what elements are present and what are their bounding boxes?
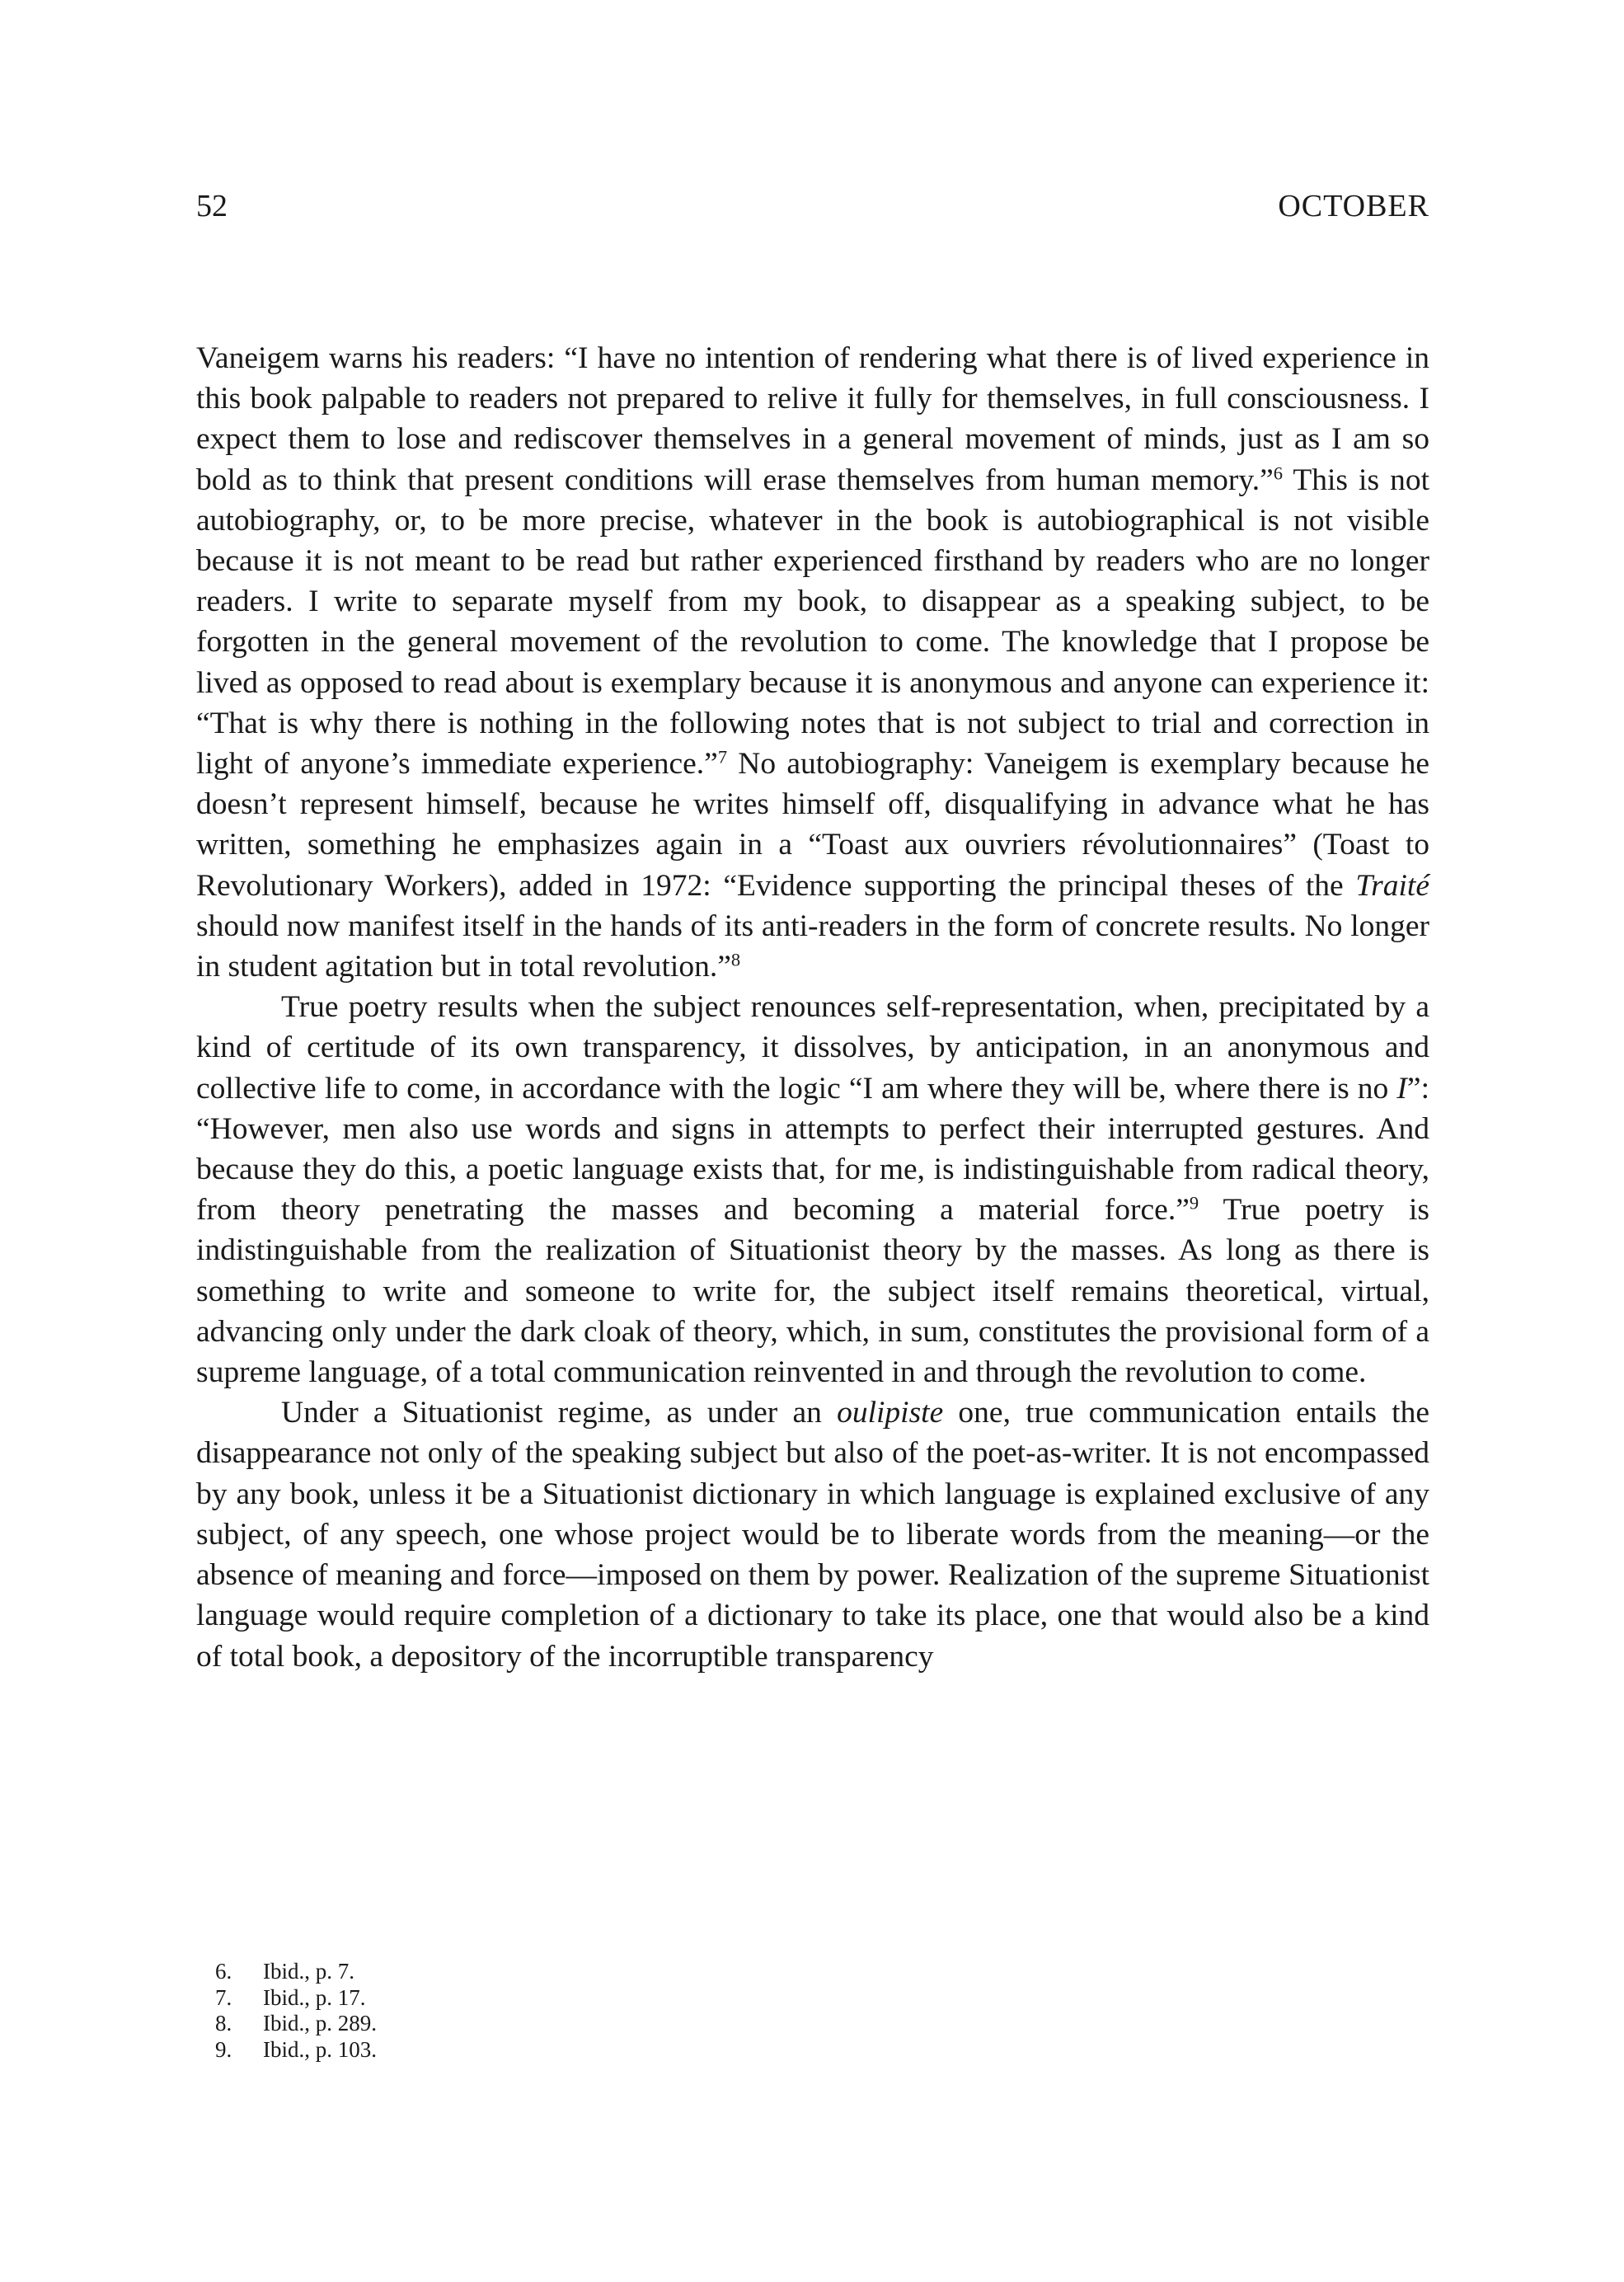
footnotes	[215, 1959, 377, 2063]
text-run: ”: “However, men also use words and signs in attempts to perfect their interrupted gestures. And because they do this, a poetic language exists that, for me, is indistinguishable from radical theory, from theory penetrating the masses and becoming a material force.”	[196, 1071, 1429, 1228]
italic-term: Traité	[1355, 868, 1429, 903]
italic-term: oulipiste	[837, 1396, 944, 1430]
footnote-text: Ibid., p. 103.	[263, 2036, 377, 2062]
footnote-reference: 6	[1273, 463, 1283, 484]
text-run: should now manifest itself in the hands of its anti-readers in the form of concrete results. No longer in student agitation but in total revolution.”	[196, 909, 1429, 984]
text-run: True poetry is indistinguishable from the realization of Situationist theory by the masses. As long as there is something to write and someone to write for, the subject itself remains theoretical, virtual, advancing only under the dark cloak of theory, which, in sum, constitutes the provisional form of a supreme language, of a total communication reinvented in and through the revolution to come.	[196, 1193, 1430, 1390]
body-paragraph	[196, 338, 1429, 987]
footnote-text: Ibid., p. 17.	[263, 1984, 366, 2010]
footnote	[215, 2037, 377, 2064]
footnote-reference: 7	[717, 746, 728, 768]
article-body	[196, 338, 1429, 1677]
text-run: No autobiography: Vaneigem is exemplary because he doesn’t represent himself, because he writes himself off, disqualifying in advance what he has written, something he emphasizes again in a “Toast aux ouvriers révolutionnaires” (Toast to Revolutionary Workers), added in 1972: “Evidence supporting the principal theses of the	[196, 747, 1430, 903]
footnote-number: 7.	[215, 1984, 232, 2010]
text-run: True poetry results when the subject renounces self-representation, when, precipitated by a kind of certitude of its own transparency, it dissolves, by anticipation, in an anonymous and collective life to come, in accordance with the logic “I am where they will be, where there is no	[196, 990, 1429, 1106]
footnote	[215, 2011, 377, 2037]
footnote	[215, 1959, 377, 1985]
text-run: one, true communication entails the disappearance not only of the speaking subject but also of the poet-as-writer. It is not encompassed by any book, unless it be a Situationist dictionary in which language is explained exclusive of any subject, of any speech, one whose project would be to liberate words from the meaning—or the absence of meaning and force—imposed on them by power. Realization of the supreme Situationist language would require completion of a dictionary to take its place, one that would also be a kind of total book, a depository of the incorruptible transparency	[196, 1396, 1429, 1674]
text-run: This is not autobiography, or, to be more precise, whatever in the book is autobiographical is not visible because it is not meant to be read but rather experienced firsthand by readers who are no longer readers. I write to separate myself from my book, to disappear as a speaking subject, to be forgotten in the general movement of the revolution to come. The knowledge that I propose be lived as opposed to read about is exemplary because it is anonymous and anyone can experience it: “That is why there is nothing in the following notes that is not subject to trial and correction in light of anyone’s immediate experience.”	[196, 463, 1429, 782]
footnote-text: Ibid., p. 289.	[263, 2011, 377, 2035]
text-run: Vaneigem warns his readers: “I have no intention of rendering what there is of lived experience in this book palpable to readers not prepared to relive it fully for themselves, in full consciousness. I expect them to lose and rediscover themselves in a general movement of minds, just as I am so bold as to think that present conditions will erase themselves from human memory.”	[196, 341, 1429, 497]
footnote-text: Ibid., p. 7.	[263, 1959, 354, 1984]
footnote	[215, 1985, 377, 2012]
footnote-number: 9.	[215, 2036, 232, 2062]
text-run: Under a Situationist regime, as under an	[281, 1396, 838, 1430]
footnote-reference: 9	[1189, 1192, 1199, 1214]
body-paragraph	[196, 1392, 1429, 1676]
footnote-reference: 8	[730, 949, 741, 970]
journal-title: OCTOBER	[1278, 189, 1429, 223]
italic-term: I	[1396, 1071, 1407, 1106]
footnote-number: 6.	[215, 1959, 232, 1984]
page-number: 52	[196, 189, 228, 223]
body-paragraph	[196, 987, 1429, 1392]
footnote-number: 8.	[215, 2011, 232, 2035]
